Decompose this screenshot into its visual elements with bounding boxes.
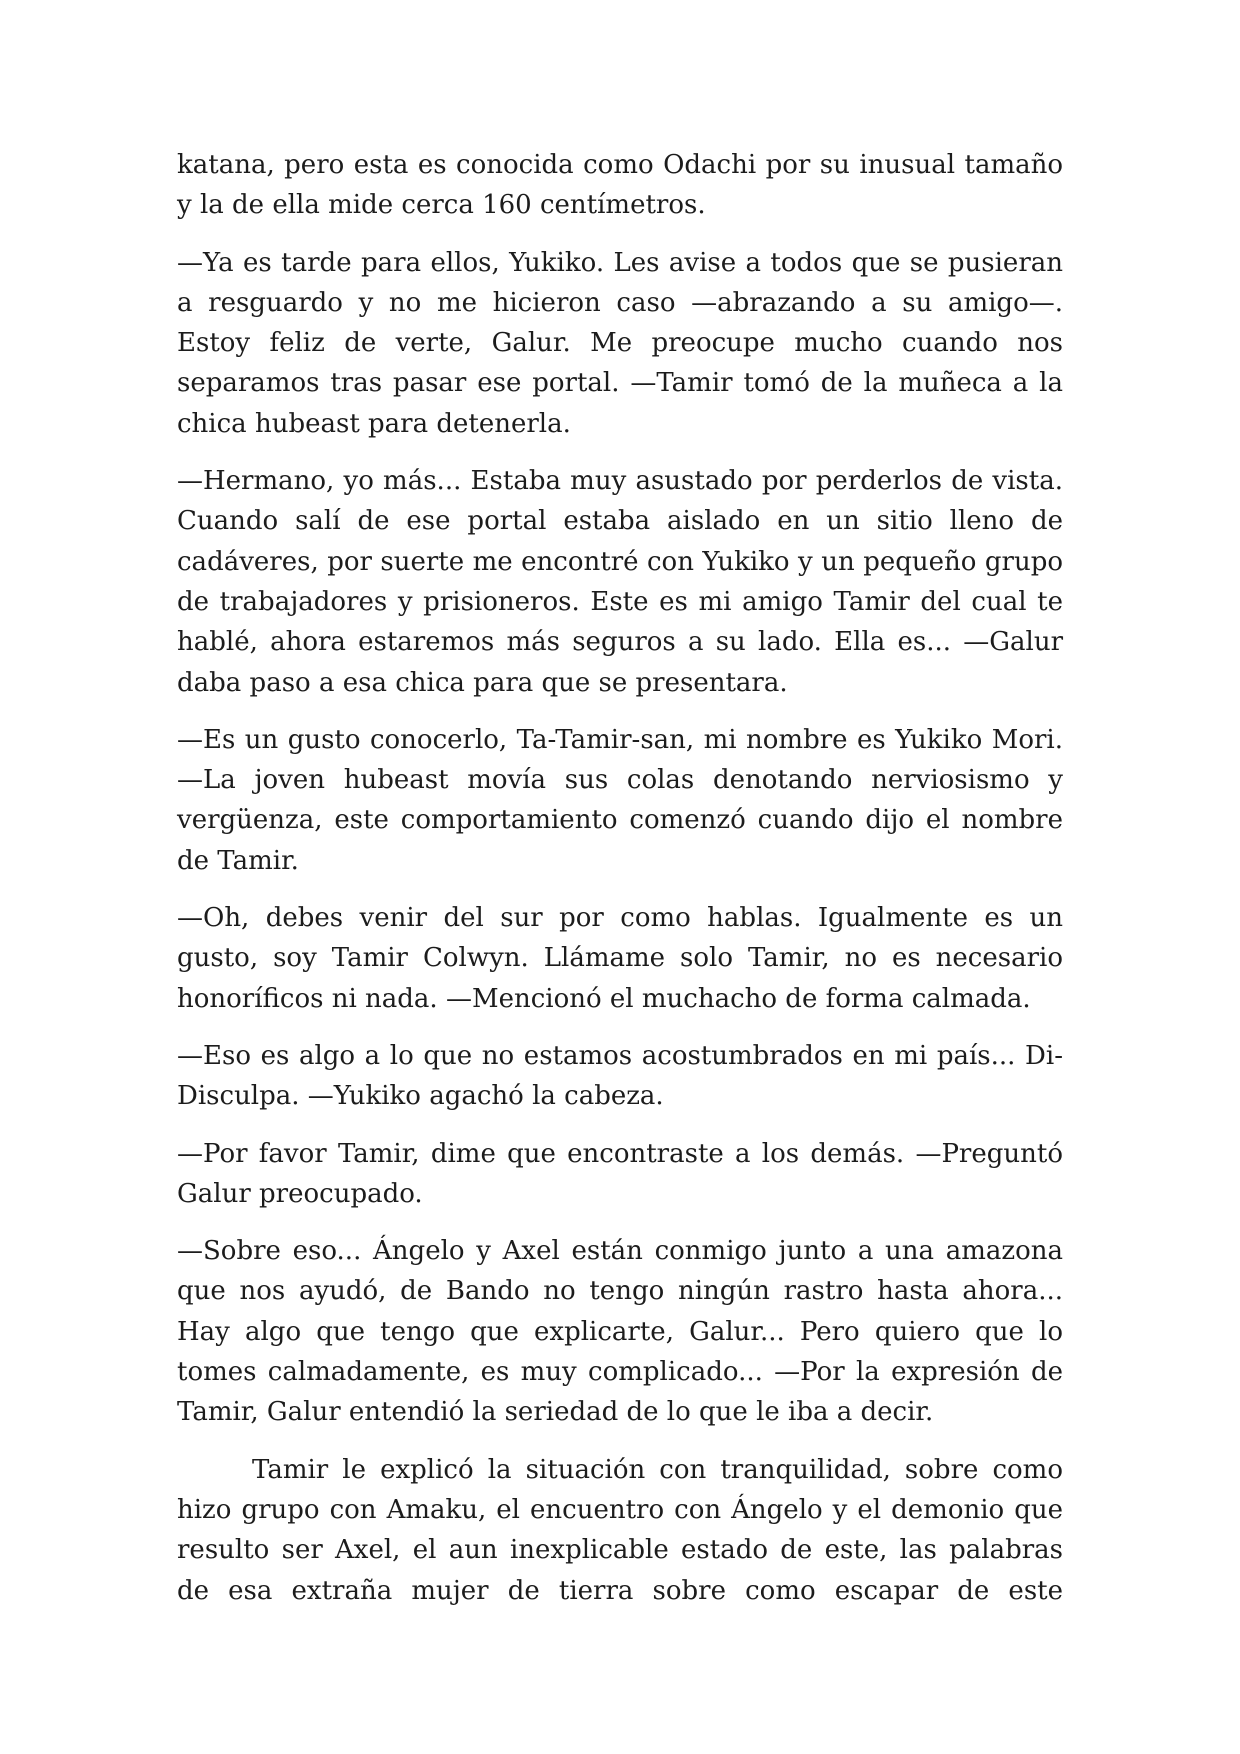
paragraph: Tamir le explicó la situación con tranquilidad, sobre como hizo grupo con Amaku, el encuentro con Ángelo y el demonio que resulto ser Axel, el aun inexplicable estado de este, las palabras de esa extraña mujer de tierra sobre como escapar de este bbox=[177, 1454, 1063, 1606]
paragraph: —Hermano, yo más... Estaba muy asustado por perderlos de vista. Cuando salí de ese portal estaba aislado en un sitio lleno de cadáveres, por suerte me encontré con Yukiko y un pequeño grupo de trabajadores y prisioneros. Este es mi amigo Tamir del cual te hablé, ahora estaremos más seguros a su lado. Ella es... —Galur daba paso a esa chica para que se presentara. bbox=[177, 466, 1063, 698]
paragraph: —Sobre eso... Ángelo y Axel están conmigo junto a una amazona que nos ayudó, de Bando no tengo ningún rastro hasta ahora... Hay algo que tengo que explicarte, Galur... Pero quiero que lo tomes calmadamente, es muy complicado... —Por la expresión de Tamir, Galur entendió la seriedad de lo que le iba a decir. bbox=[177, 1236, 1063, 1428]
paragraph: katana, pero esta es conocida como Odachi por su inusual tamaño y la de ella mide cerca 160 centímetros. bbox=[177, 150, 1063, 221]
paragraph: —Es un gusto conocerlo, Ta-Tamir-san, mi nombre es Yukiko Mori. —La joven hubeast movía sus colas denotando nerviosismo y vergüenza, este comportamiento comenzó cuando dijo el nombre de Tamir. bbox=[177, 724, 1063, 876]
paragraph: —Eso es algo a lo que no estamos acostumbrados en mi país... Di-Disculpa. —Yukiko agachó la cabeza. bbox=[177, 1040, 1063, 1112]
page-body bbox=[177, 145, 1063, 1628]
paragraph: —Ya es tarde para ellos, Yukiko. Les avise a todos que se pusieran a resguardo y no me hicieron caso —abrazando a su amigo—. Estoy feliz de verte, Galur. Me preocupe mucho cuando nos separamos tras pasar ese portal. —Tamir tomó de la muñeca a la chica hubeast para detenerla. bbox=[177, 247, 1063, 439]
paragraph: —Oh, debes venir del sur por como hablas. Igualmente es un gusto, soy Tamir Colwyn. Llámame solo Tamir, no es necesario honoríficos ni nada. —Mencionó el muchacho de forma calmada. bbox=[177, 903, 1063, 1014]
paragraph: —Por favor Tamir, dime que encontraste a los demás. —Preguntó Galur preocupado. bbox=[177, 1138, 1063, 1209]
